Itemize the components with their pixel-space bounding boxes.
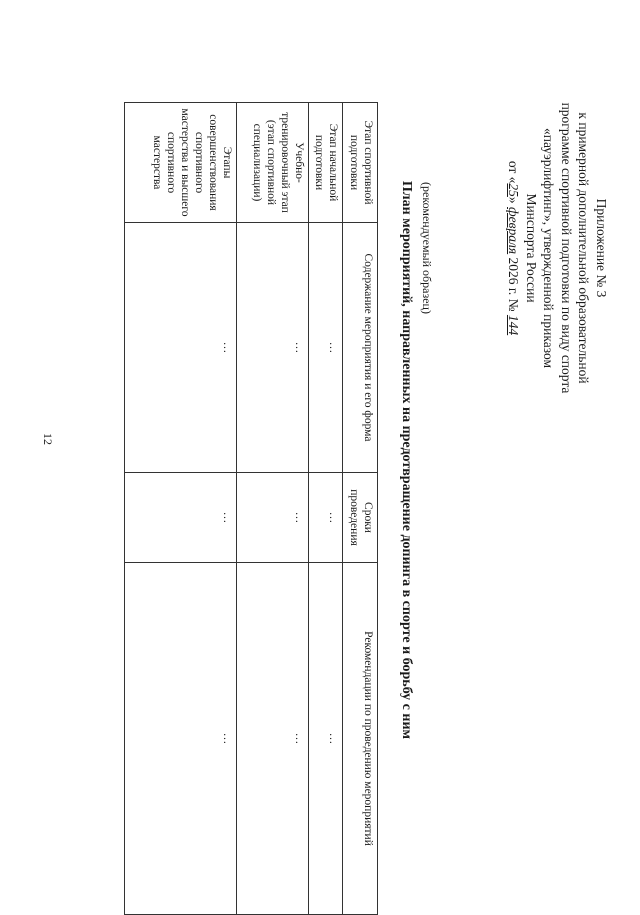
- appendix-line-1: Приложение № 3: [594, 198, 609, 298]
- cell-content: …: [309, 223, 343, 473]
- rotated-page-content: [20, 10, 620, 900]
- appendix-block: [505, 38, 610, 458]
- sample-note: (рекомендуемый образец): [420, 182, 434, 314]
- cell-content: …: [237, 223, 309, 473]
- table-header-row: [343, 103, 378, 915]
- cell-stage: Учебно-тренировочный этап (этап спортивной специализации): [237, 103, 309, 223]
- cell-terms: …: [125, 473, 237, 563]
- page-number: 12: [41, 433, 55, 445]
- cell-terms: …: [237, 473, 309, 563]
- date-year: 2026 г. №: [506, 254, 522, 315]
- cell-stage: Этапы совершенствования спортивного мастерства и высшего спортивного мастерства: [125, 103, 237, 223]
- cell-stage: Этап начальной подготовки: [309, 103, 343, 223]
- appendix-line-3: программе спортивной подготовки по виду спорта: [559, 102, 574, 394]
- date-month: февраля: [506, 207, 522, 255]
- table-row: [309, 103, 343, 915]
- cell-terms: …: [309, 473, 343, 563]
- date-prefix: от «: [506, 160, 522, 184]
- cell-content: …: [125, 223, 237, 473]
- date-mid: »: [506, 196, 522, 208]
- cell-recommendations: …: [237, 563, 309, 915]
- date-day: 25: [506, 183, 522, 197]
- order-number: 144: [506, 314, 522, 336]
- appendix-line-5: Минспорта России: [524, 193, 539, 303]
- cell-recommendations: …: [125, 563, 237, 915]
- plan-table: [124, 102, 378, 915]
- header-recommendations: Рекомендации по проведению мероприятий: [343, 563, 378, 915]
- table-row: [125, 103, 237, 915]
- appendix-date-line: [505, 38, 523, 458]
- appendix-line-2: к примерной дополнительной образовательной: [576, 112, 592, 384]
- table-row: [237, 103, 309, 915]
- header-terms: Сроки проведения: [343, 473, 378, 563]
- plan-title: План мероприятий, направленных на предотвращение допинга в спорте и борьбу с ним: [399, 180, 414, 740]
- header-content: Содержание мероприятия и его форма: [343, 223, 378, 473]
- appendix-line-4: «пауэрлифтинг», утвержденной приказом: [541, 127, 557, 368]
- header-stage: Этап спортивной подготовки: [343, 103, 378, 223]
- cell-recommendations: …: [309, 563, 343, 915]
